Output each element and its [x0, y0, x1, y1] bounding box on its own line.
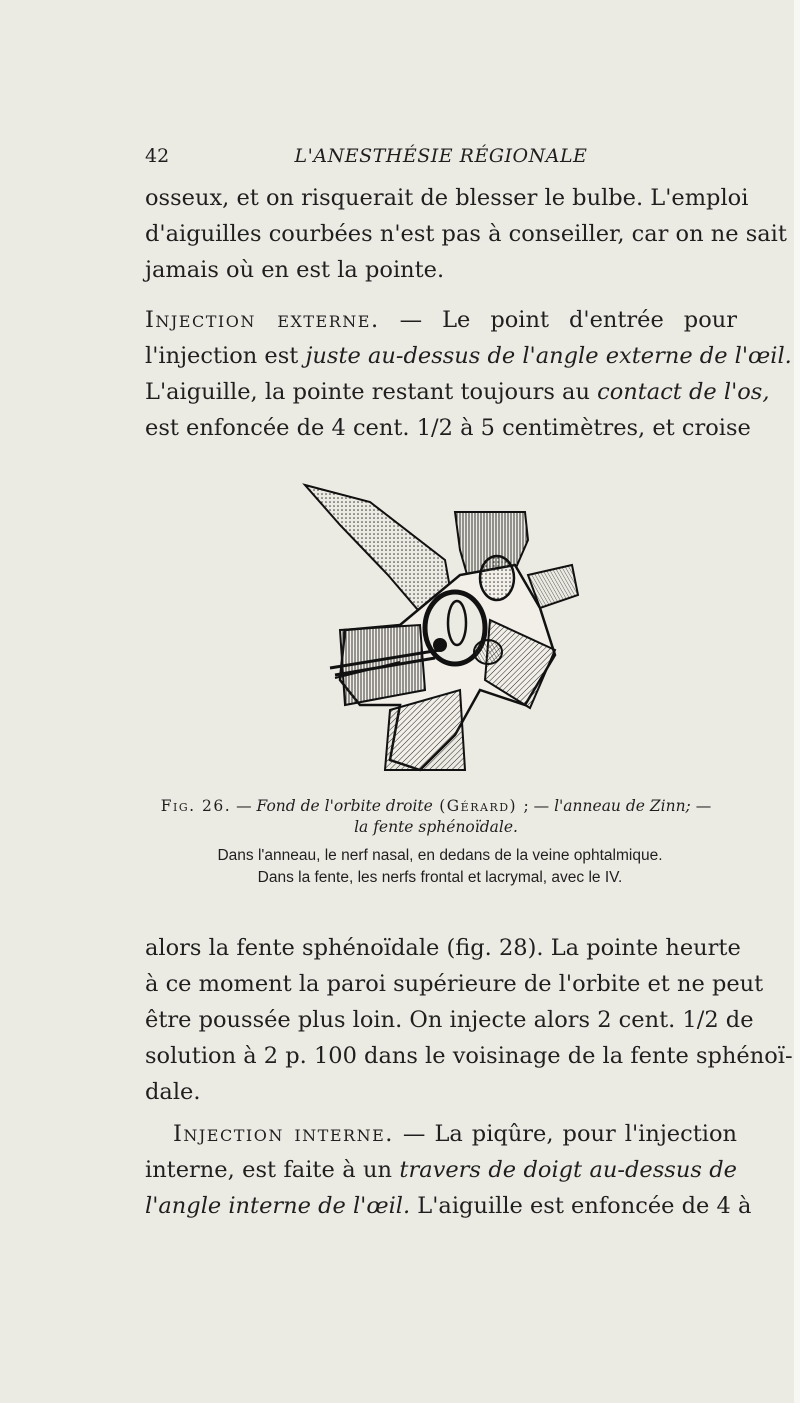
- paragraph-1: [145, 180, 787, 288]
- section-heading: Injection interne.: [173, 1121, 394, 1147]
- page-edge: [794, 0, 800, 1403]
- text-line: être poussée plus loin. On injecte alors 2 cent. 1/2 de: [145, 1007, 754, 1033]
- text-line: dale.: [145, 1079, 201, 1105]
- paragraph-injection-externe: [145, 302, 792, 446]
- text-line: interne, est faite à un travers de doigt au-dessus de: [145, 1157, 737, 1183]
- text-line: L'aiguille, la pointe restant toujours au contact de l'os,: [145, 379, 770, 405]
- figure-caption: Fig. 26. — Fond de l'orbite droite (Gérard) ; — l'anneau de Zinn; — la fente sphénoïdale.: [160, 797, 712, 836]
- text-line: jamais où en est la pointe.: [145, 257, 445, 283]
- page-header: [145, 145, 737, 171]
- paragraph-3: [145, 930, 793, 1110]
- text-line: alors la fente sphénoïdale (fig. 28). La pointe heurte: [145, 935, 741, 961]
- figure-orbit-illustration: [300, 480, 585, 775]
- figure-legend: Dans l'anneau, le nerf nasal, en dedans de la veine ophtalmique. Dans la fente, les nerfs frontal et lacrymal, avec le IV.: [217, 847, 663, 886]
- paragraph-injection-interne: [145, 1116, 752, 1224]
- text-line: osseux, et on risquerait de blesser le bulbe. L'emploi: [145, 185, 749, 211]
- page-number: 42: [145, 145, 170, 167]
- text-line: l'injection est juste au-dessus de l'angle externe de l'œil.: [145, 343, 792, 369]
- section-heading: Injection externe.: [145, 307, 380, 333]
- text-line: d'aiguilles courbées n'est pas à conseiller, car on ne sait: [145, 221, 787, 247]
- optic-foramen: [480, 556, 514, 600]
- text-line: est enfoncée de 4 cent. 1/2 à 5 centimètres, et croise: [145, 415, 751, 441]
- text-line: à ce moment la paroi supérieure de l'orbite et ne peut: [145, 971, 764, 997]
- text-line: l'angle interne de l'œil. L'aiguille est enfoncée de 4 à: [145, 1193, 752, 1219]
- running-title: L'ANESTHÉSIE RÉGIONALE: [294, 145, 588, 167]
- text-line: solution à 2 p. 100 dans le voisinage de la fente sphénoï-: [145, 1043, 793, 1069]
- text-line: Injection externe. — Le point d'entrée pour: [145, 307, 737, 333]
- text-line: Injection interne. — La piqûre, pour l'injection: [173, 1121, 737, 1147]
